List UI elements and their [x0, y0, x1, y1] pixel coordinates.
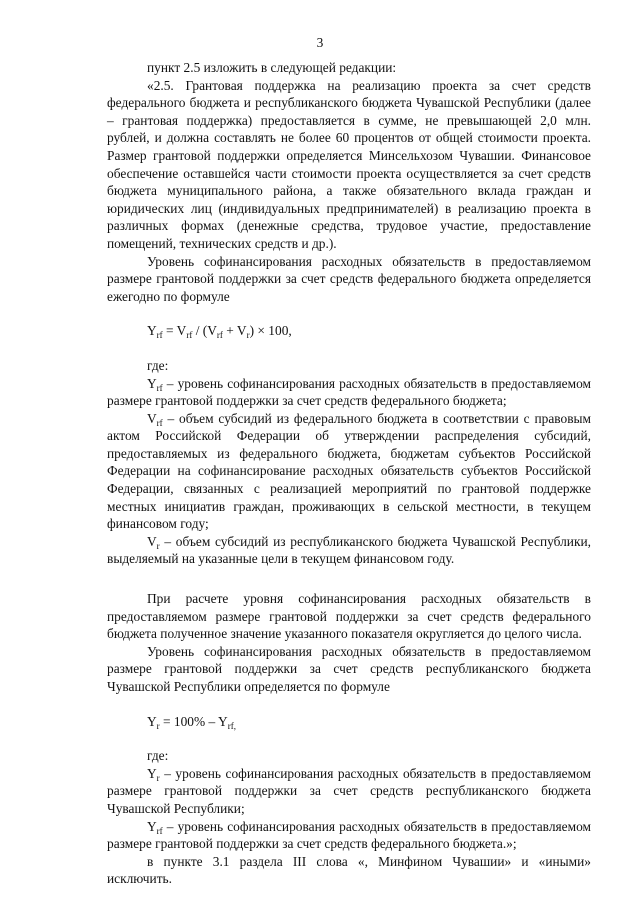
republic-level-paragraph: Уровень софинансирования расходных обязательств в предоставляемом размере грантовой поддержки за счет средств республиканского бюджета Чувашской Республики определяется по формуле — [107, 643, 591, 694]
where-label-1: где: — [147, 357, 169, 373]
clause-3-1-paragraph: в пункте 3.1 раздела III слова «, Минфином Чувашии» и «иными» исключить. — [107, 853, 591, 887]
intro-line: пункт 2.5 изложить в следующей редакции: — [147, 60, 397, 75]
page-number: 3 — [316, 35, 324, 50]
definition-yrf-second: $Y_{rf}$ – уровень софинансирования расходных обязательств в предоставляемом размере грантовой поддержки за счет средств федерального бюджета.»; — [107, 818, 591, 852]
formula-federal: $Y_{rf} = V_{rf} / (V_{rf} + V_r) \times 100$, — [147, 323, 292, 341]
definition-vr: $V_r$ – объем субсидий из республиканского бюджета Чувашской Республики, выделяемый на указанные цели в текущем финансовом году. — [107, 533, 591, 567]
federal-level-paragraph: Уровень софинансирования расходных обязательств в предоставляемом размере грантовой поддержки за счет средств федерального бюджета определяется ежегодно по формуле — [107, 253, 591, 304]
where-label-2: где: — [147, 748, 169, 764]
paragraph-2-5: «2.5. Грантовая поддержка на реализацию проекта за счет средств федерального бюджета и республиканского бюджета Чувашской Республики (далее – грантовая поддержка) предоставляется в сумме, не превышающей 2,0 млн. рублей, и должна составлять не более 60 процентов от общей стоимости проекта. Размер грантовой поддержки определяется Минсельхозом Чувашии. Финансовое обеспечение оставшейся части стоимости проекта осуществляется за счет средств бюджета муниципального района, а также обязательного вклада граждан и юридических лиц (индивидуальных предпринимателей) в реализацию проекта в различных формах (денежные средства, трудовое участие, предоставление помещений, технических средств и др.). — [107, 77, 591, 251]
definition-yrf: $Y_{rf}$ – уровень софинансирования расходных обязательств в предоставляемом размере грантовой поддержки за счет средств федерального бюджета; — [107, 375, 591, 409]
rounding-paragraph: При расчете уровня софинансирования расходных обязательств в предоставляемом размере грантовой поддержки за счет средств федерального бюджета полученное значение указанного показателя округляется до целого числа. — [107, 591, 591, 642]
definition-vrf: $V_{rf}$ – объем субсидий из федерального бюджета в соответствии с правовым актом Российской Федерации об утверждении распределения субсидий, предоставляемых из федерального бюджета, бюджетам субъектов Российской Федерации на софинансирование расходных обязательств субъектов Российской Федерации, связанных с реализацией мероприятий по грантовой поддержке местных инициатив граждан, проживающих в сельской местности, в текущем финансовом году; — [107, 410, 591, 532]
definition-yr: $Y_r$ – уровень софинансирования расходных обязательств в предоставляемом размере грантовой поддержки за счет средств республиканского бюджета Чувашской Республики; — [107, 765, 591, 816]
formula-republic: $Y_r = 100\% - Y_{rf,}$ — [147, 713, 236, 731]
document-body — [107, 59, 591, 888]
